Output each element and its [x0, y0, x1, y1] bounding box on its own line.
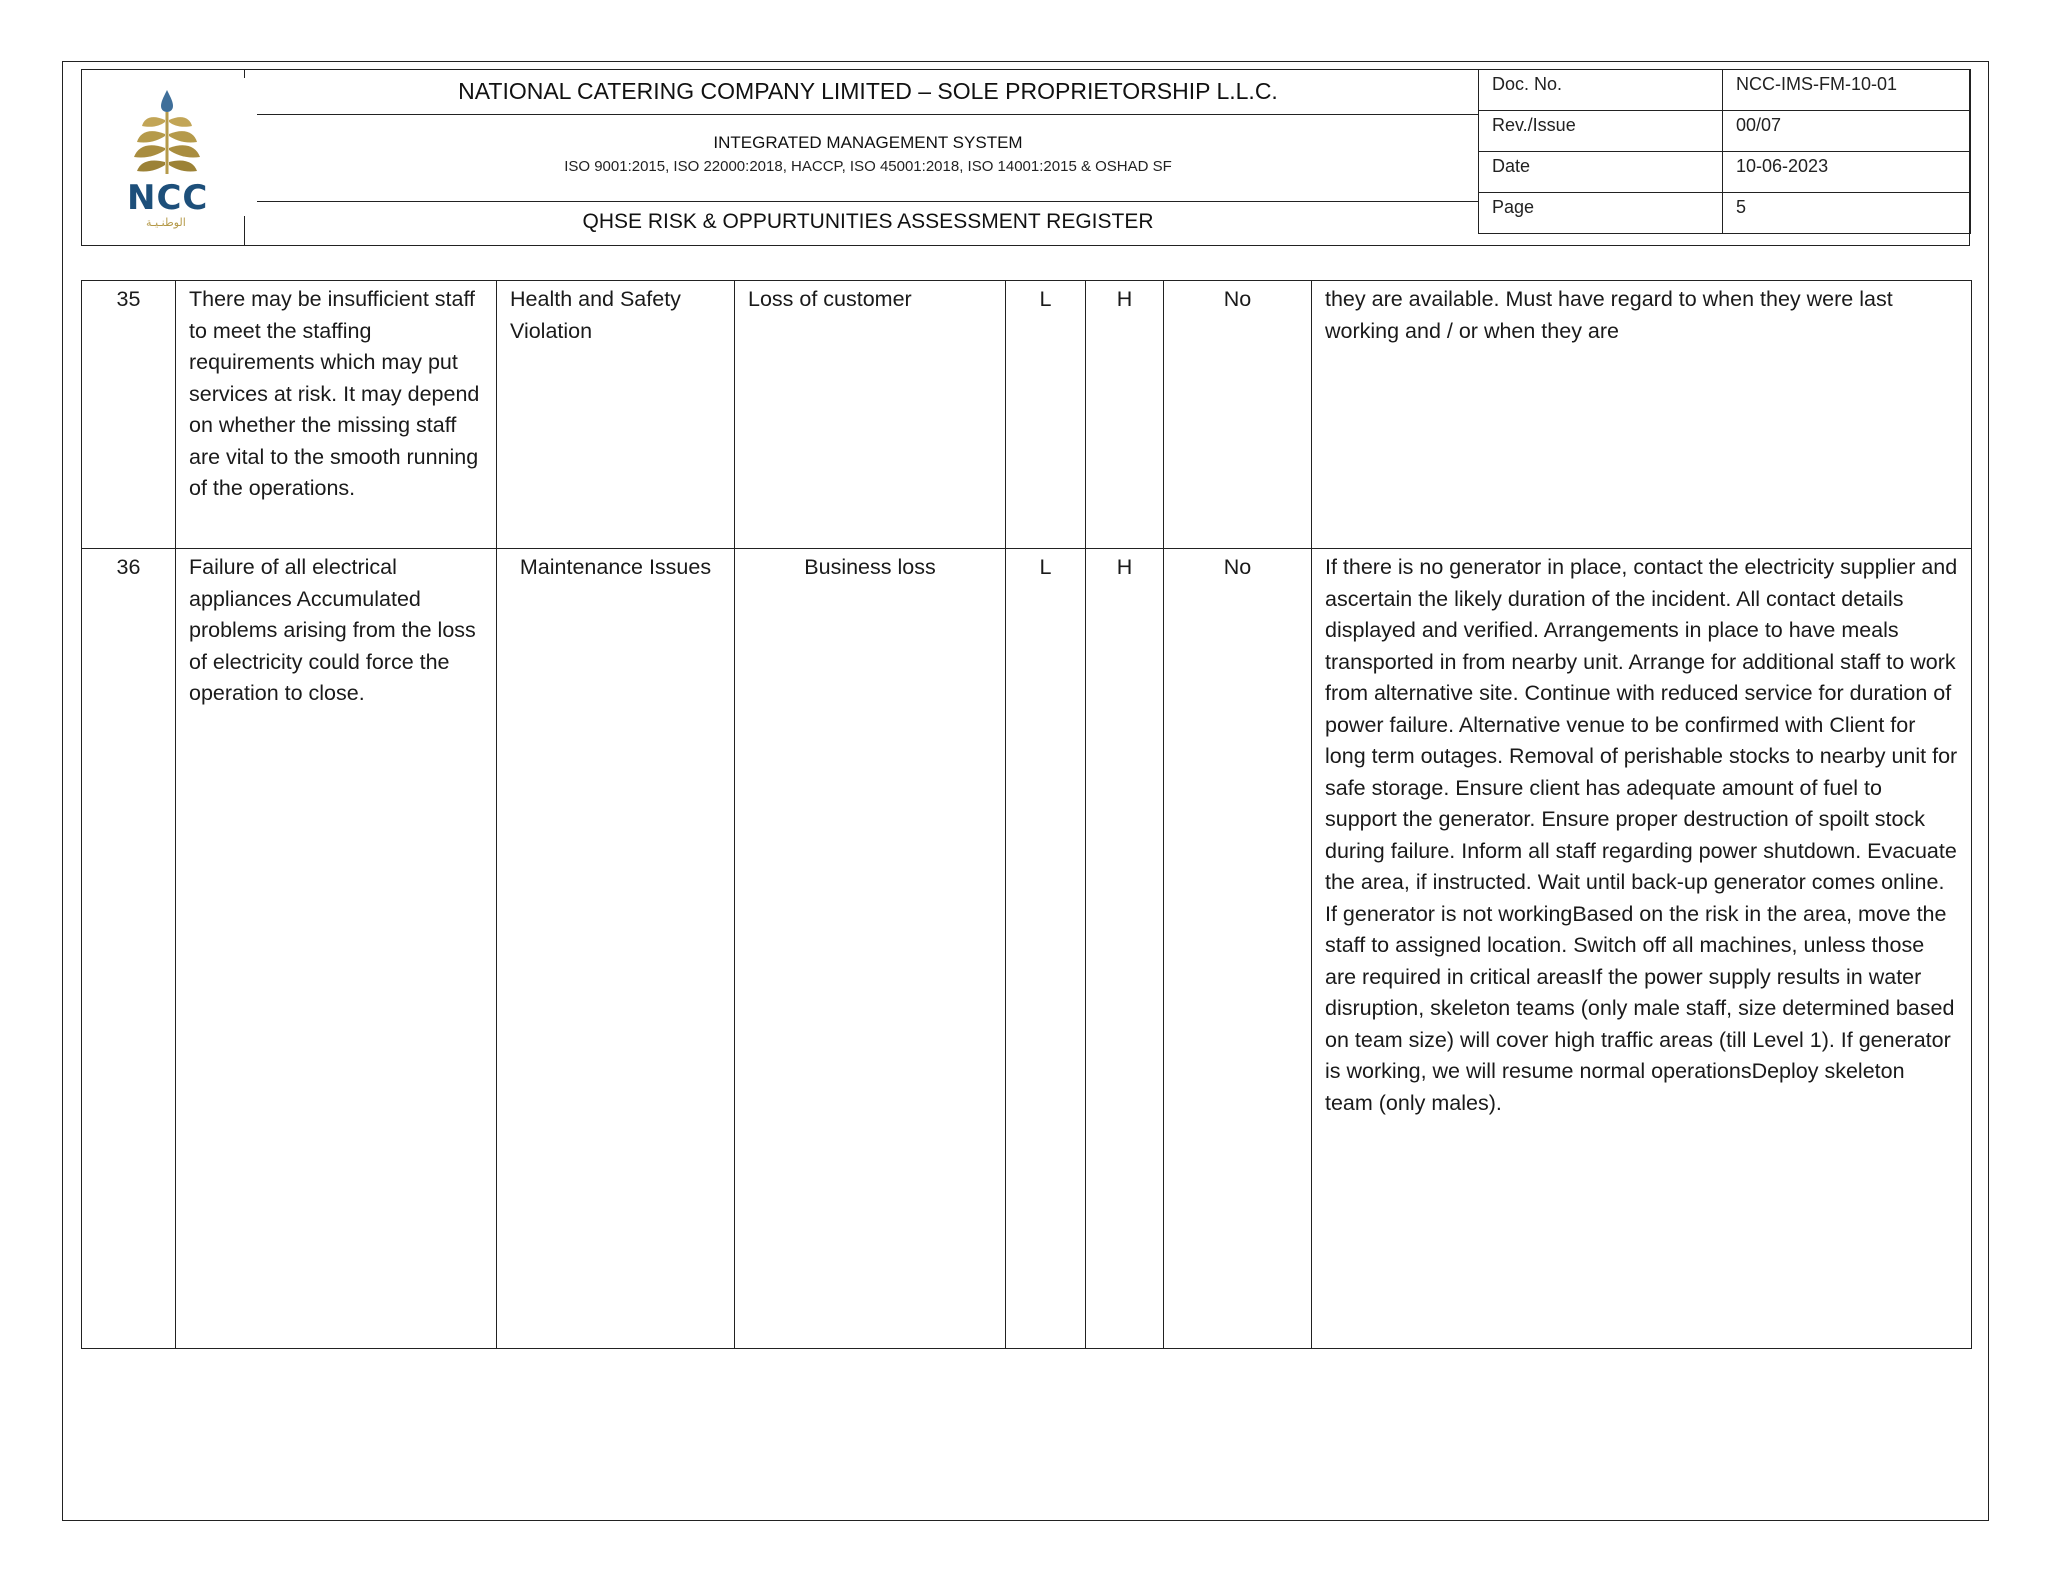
meta-value: NCC-IMS-FM-10-01	[1723, 69, 1971, 110]
risk-impact: Loss of customer	[735, 281, 1006, 549]
header-divider	[257, 201, 1479, 202]
ims-title: INTEGRATED MANAGEMENT SYSTEM	[713, 133, 1023, 152]
meta-row	[1479, 110, 1971, 151]
risk-category: Health and Safety Violation	[497, 281, 735, 549]
severity-rating: H	[1086, 549, 1164, 1349]
severity-rating: H	[1086, 281, 1164, 549]
meta-value: 00/07	[1723, 110, 1971, 151]
opportunity-flag: No	[1164, 549, 1312, 1349]
document-meta-table	[1478, 69, 1971, 234]
header-divider	[257, 114, 1479, 115]
header-title-column	[257, 70, 1479, 245]
control-measures: If there is no generator in place, contact the electricity supplier and ascertain the likely duration of the incident. All contact details displayed and verified. Arrangements in place to have meals transported in from nearby unit. Arrange for additional staff to work from alternative site. Continue with reduced service for duration of power failure. Alternative venue to be confirmed with Client for long term outages. Removal of perishable stocks to nearby unit for safe storage. Ensure client has adequate amount of fuel to support the generator. Ensure proper destruction of spoilt stock during failure. Inform all staff regarding power shutdown. Evacuate the area, if instructed. Wait until back-up generator comes online. If generator is not workingBased on the risk in the area, move the staff to assigned location. Switch off all machines, unless those are required in critical areasIf the power supply results in water disruption, skeleton teams (only male staff, size determined based on team size) will cover high traffic areas (till Level 1). If generator is working, we will resume normal operationsDeploy skeleton team (only males).	[1312, 549, 1972, 1349]
meta-label: Date	[1479, 151, 1723, 192]
table-row	[82, 549, 1972, 1349]
company-name: NATIONAL CATERING COMPANY LIMITED – SOLE PROPRIETORSHIP L.L.C.	[458, 78, 1278, 104]
meta-label: Page	[1479, 192, 1723, 233]
row-number: 36	[82, 549, 176, 1349]
meta-value: 5	[1723, 192, 1971, 233]
meta-label: Doc. No.	[1479, 69, 1723, 110]
risk-register-table	[81, 280, 1972, 1349]
meta-row	[1479, 192, 1971, 233]
row-number: 35	[82, 281, 176, 549]
risk-description: Failure of all electrical appliances Accumulated problems arising from the loss of electricity could force the operation to close.	[176, 549, 497, 1349]
meta-row	[1479, 151, 1971, 192]
meta-label: Rev./Issue	[1479, 110, 1723, 151]
likelihood-rating: L	[1006, 281, 1086, 549]
control-measures: they are available. Must have regard to when they were last working and / or when they are	[1312, 281, 1972, 549]
document-header	[81, 69, 1970, 246]
opportunity-flag: No	[1164, 281, 1312, 549]
likelihood-rating: L	[1006, 549, 1086, 1349]
logo-wordmark: NCC	[127, 178, 209, 218]
meta-row	[1479, 69, 1971, 110]
ims-standards: ISO 9001:2015, ISO 22000:2018, HACCP, ISO 45001:2018, ISO 14001:2015 & OSHAD SF	[564, 158, 1172, 175]
logo-arabic-text: الوطنـيـة	[146, 216, 186, 229]
table-row	[82, 281, 1972, 549]
risk-description: There may be insufficient staff to meet the staffing requirements which may put services at risk. It may depend on whether the missing staff are vital to the smooth running of the operations.	[176, 281, 497, 549]
risk-impact: Business loss	[735, 549, 1006, 1349]
register-title: QHSE RISK & OPPURTUNITIES ASSESSMENT REGISTER	[582, 210, 1154, 233]
logo-cell	[82, 70, 245, 245]
meta-value: 10-06-2023	[1723, 151, 1971, 192]
risk-category: Maintenance Issues	[497, 549, 735, 1349]
